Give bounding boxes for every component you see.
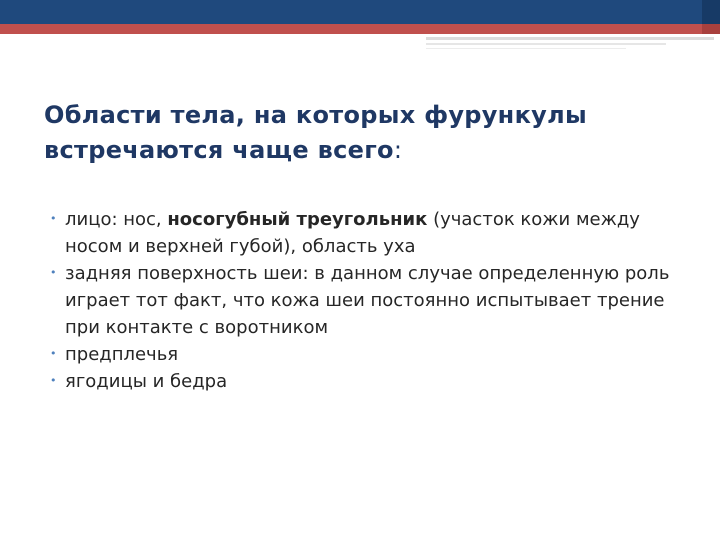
top-header-bar [0,0,720,24]
list-item [50,260,690,341]
bullet-dot-icon: • [50,212,57,225]
bullet-list [50,206,690,395]
red-accent-stripe-end [702,24,720,34]
bullet-text-bold: носогубный треугольник [167,209,428,230]
decorative-shadow-line [426,37,714,40]
bullet-text-plain: лицо: нос, [65,209,168,230]
bullet-dot-icon: • [50,347,57,360]
slide-title-text: Области тела, на которых фурункулы встречаются чаще всего [44,101,587,164]
slide-title-colon: : [393,136,403,164]
red-accent-stripe [0,24,720,34]
decorative-shadow-line [426,43,666,45]
bullet-text: задняя поверхность шеи: в данном случае определенную роль играет тот факт, что кожа шеи постоянно испытывает трение при контакте с воротником [65,263,670,338]
top-header-bar-accent [702,0,720,24]
bullet-dot-icon: • [50,266,57,279]
bullet-dot-icon: • [50,374,57,387]
bullet-text: предплечья [65,344,179,365]
bullet-text: ягодицы и бедра [65,371,228,392]
list-item [50,206,690,260]
list-item [50,341,690,368]
decorative-shadow-line [426,48,626,49]
bullet-text-plain: (участок кожи между носом и верхней губой), область уха [65,209,640,257]
list-item [50,368,690,395]
slide-title [44,98,694,168]
